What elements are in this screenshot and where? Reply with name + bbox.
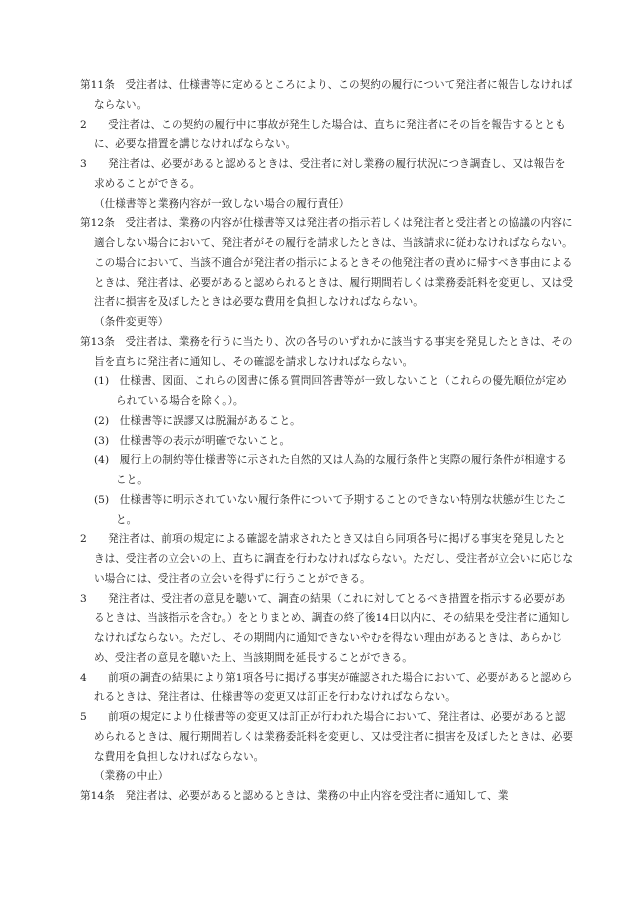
article-12-heading: （仕様書等と業務内容が一致しない場合の履行責任） [94, 197, 350, 210]
article-13-item-1: (1) 仕様書、図面、これらの図書に係る質問回答書等が一致しないこと（これらの優先順位が定められている場合を除く。）。 [94, 375, 567, 407]
article-11-paragraph-3: 3 発注者は、必要があると認めるときは、受注者に対し業務の履行状況につき調査し、又は報告を求めることができる。 [80, 158, 566, 190]
article-13-item-5: (5) 仕様書等に明示されていない履行条件について予期することのできない特別な状態が生じたこと。 [94, 493, 567, 526]
article-14: 第14条 発注者は、必要があると認めるときは、業務の中止内容を受注者に通知して、業 [80, 790, 509, 802]
article-14-heading: （業務の中止） [94, 770, 169, 783]
article-13-paragraph-2: 2 発注者は、前項の規定による確認を請求されたとき又は自ら同項各号に掲げる事実を発見したときは、受注者の立会いの上、直ちに調査を行わなければならない。ただし、受注者が立会いに応じない場合には、受注者の立会いを得ずに行うことができる。 [80, 533, 573, 585]
article-11: 第11条 受注者は、仕様書等に定めるところにより、この契約の履行について発注者に報告しなければならない。 [80, 79, 573, 111]
article-13-heading: （条件変更等） [94, 316, 169, 328]
article-12: 第12条 受注者は、業務の内容が仕様書等又は発注者の指示若しくは発注者と受注者との協議の内容に適合しない場合において、発注者がその履行を請求したときは、当該請求に従わなければならない。この場合において、当該不適合が発注者の指示によるときその他発注者の責めに帰すべき事由によるときは、発注者は、必要があると認められるときは、履行期間若しくは業務委託料を変更し、又は受注者に損害を及ぼしたときは必要な費用を負担しなければならない。 [80, 217, 573, 309]
article-13: 第13条 受注者は、業務を行うに当たり、次の各号のいずれかに該当する事実を発見したときは、その旨を直ちに発注者に通知し、その確認を請求しなければならない。 [80, 335, 573, 368]
article-13-paragraph-3: 3 発注者は、受注者の意見を聴いて、調査の結果（これに対してとるべき措置を指示する必要があるときは、当該指示を含む。）をとりまとめ、調査の終了後14日以内に、その結果を受注者に通知しなければならない。ただし、その期間内に通知できないやむを得ない理由があるときは、あらかじめ、受注者の意見を聴いた上、当該期間を延長することができる。 [80, 592, 571, 664]
article-13-paragraph-5: 5 前項の規定により仕様書等の変更又は訂正が行われた場合において、発注者は、必要があると認められるときは、履行期間若しくは業務委託料を変更し、又は受注者に損害を及ぼしたときは、必要な費用を負担しなければならない。 [80, 711, 573, 763]
article-13-paragraph-4: 4 前項の調査の結果により第1項各号に掲げる事実が確認された場合において、必要があると認められるときは、発注者は、仕様書等の変更又は訂正を行わなければならない。 [80, 671, 573, 704]
article-11-paragraph-2: 2 受注者は、この契約の履行中に事故が発生した場合は、直ちに発注者にその旨を報告するとともに、必要な措置を講じなければならない。 [80, 118, 566, 151]
article-13-item-3: (3) 仕様書等の表示が明確でないこと。 [94, 434, 291, 447]
article-13-item-2: (2) 仕様書等に誤謬又は脱漏があること。 [94, 414, 301, 427]
article-13-item-4: (4) 履行上の制約等仕様書等に示された自然的又は人為的な履行条件と実際の履行条件が相違すること。 [94, 454, 567, 486]
